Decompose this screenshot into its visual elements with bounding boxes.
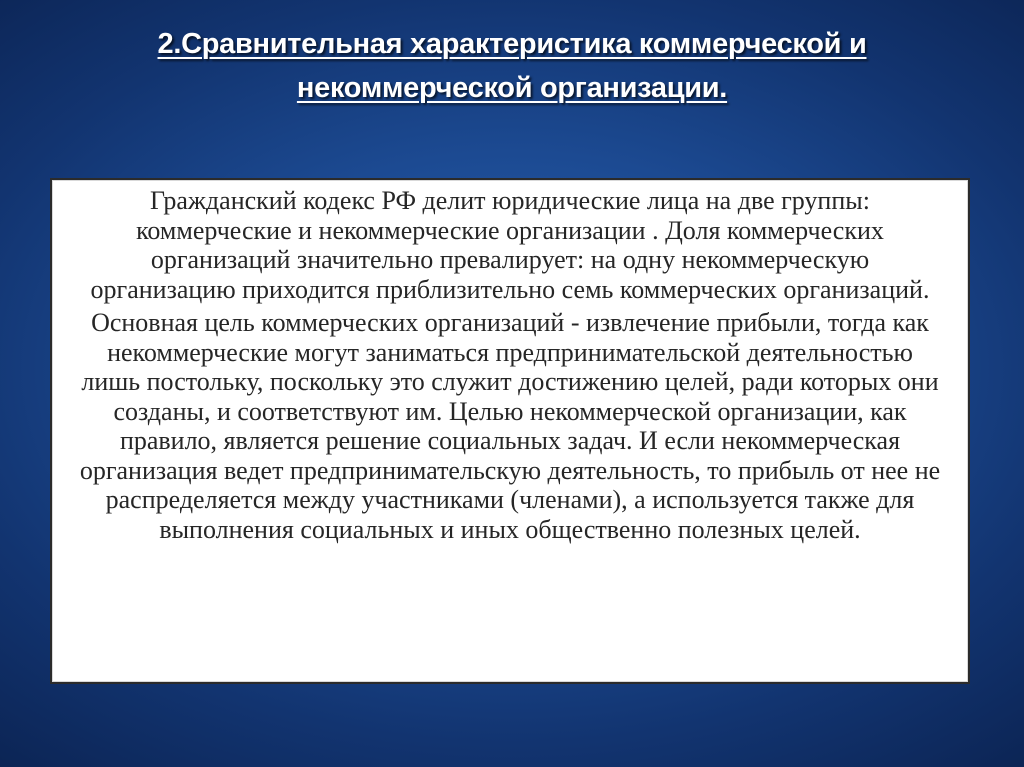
content-box [50, 178, 970, 684]
paragraph-civil-code: Гражданский кодекс РФ делит юридические лица на две группы: коммерческие и некоммерческие организации . Доля коммерческих организаций значительно превалирует: на одну некоммерческую организацию приходится приблизительно семь коммерческих организаций. [90, 186, 930, 304]
slide-title-line-1: 2.Сравнительная характеристика коммерческой и [157, 28, 867, 60]
slide-title [0, 22, 1024, 110]
slide-title-line-2: некоммерческой организации. [296, 72, 728, 104]
paragraph-main-goal: Основная цель коммерческих организаций - извлечение прибыли, тогда как некоммерческие могут заниматься предпринимательской деятельностью лишь постольку, поскольку это служит достижению целей, ради которых они созданы, и соответствуют им. Целью некоммерческой организации, как правило, является решение социальных задач. И если некоммерческая организация ведет предпринимательскую деятельность, то прибыль от нее не распределяется между участниками (членами), а используется также для выполнения социальных и иных общественно полезных целей. [79, 308, 941, 544]
